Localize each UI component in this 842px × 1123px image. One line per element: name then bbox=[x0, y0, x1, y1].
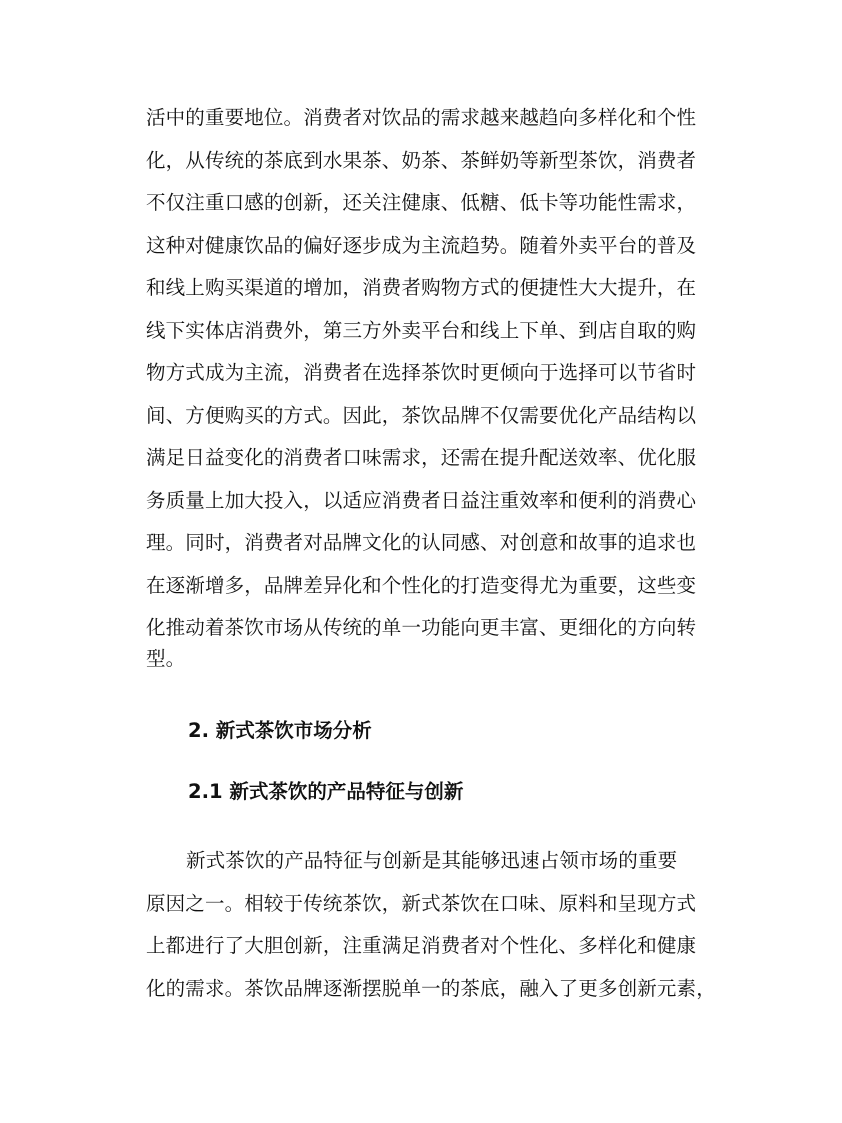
text-line: 化的需求。茶饮品牌逐渐摆脱单一的茶底，融入了更多创新元素， bbox=[146, 977, 716, 1000]
text-line: 原因之一。相较于传统茶饮，新式茶饮在口味、原料和呈现方式 bbox=[146, 892, 697, 915]
text-line: 不仅注重口感的创新，还关注健康、低糖、低卡等功能性需求， bbox=[146, 191, 697, 214]
text-line: 这种对健康饮品的偏好逐步成为主流趋势。随着外卖平台的普及 bbox=[146, 234, 697, 257]
text-line: 物方式成为主流，消费者在选择茶饮时更倾向于选择可以节省时 bbox=[146, 361, 697, 384]
text-line: 务质量上加大投入，以适应消费者日益注重效率和便利的消费心 bbox=[146, 489, 697, 512]
text-line: 理。同时，消费者对品牌文化的认同感、对创意和故事的追求也 bbox=[146, 531, 697, 554]
text-line: 化，从传统的茶底到水果茶、奶茶、茶鲜奶等新型茶饮，消费者 bbox=[146, 149, 697, 172]
text-line: 间、方便购买的方式。因此，茶饮品牌不仅需要优化产品结构以 bbox=[146, 404, 697, 427]
text-line: 新式茶饮的产品特征与创新是其能够迅速占领市场的重要 bbox=[186, 849, 678, 872]
text-line: 上都进行了大胆创新，注重满足消费者对个性化、多样化和健康 bbox=[146, 934, 697, 957]
text-line: 线下实体店消费外，第三方外卖平台和线上下单、到店自取的购 bbox=[146, 319, 697, 342]
text-line: 化推动着茶饮市场从传统的单一功能向更丰富、更细化的方向转 bbox=[146, 616, 697, 639]
text-line: 在逐渐增多，品牌差异化和个性化的打造变得尤为重要，这些变 bbox=[146, 574, 697, 597]
subsection-heading: 2.1 新式茶饮的产品特征与创新 bbox=[188, 780, 464, 803]
text-line: 活中的重要地位。消费者对饮品的需求越来越趋向多样化和个性 bbox=[146, 106, 697, 129]
section-heading: 2. 新式茶饮市场分析 bbox=[188, 719, 372, 742]
text-line: 型。 bbox=[146, 647, 186, 670]
text-line: 和线上购买渠道的增加，消费者购物方式的便捷性大大提升，在 bbox=[146, 276, 697, 299]
text-line: 满足日益变化的消费者口味需求，还需在提升配送效率、优化服 bbox=[146, 446, 697, 469]
